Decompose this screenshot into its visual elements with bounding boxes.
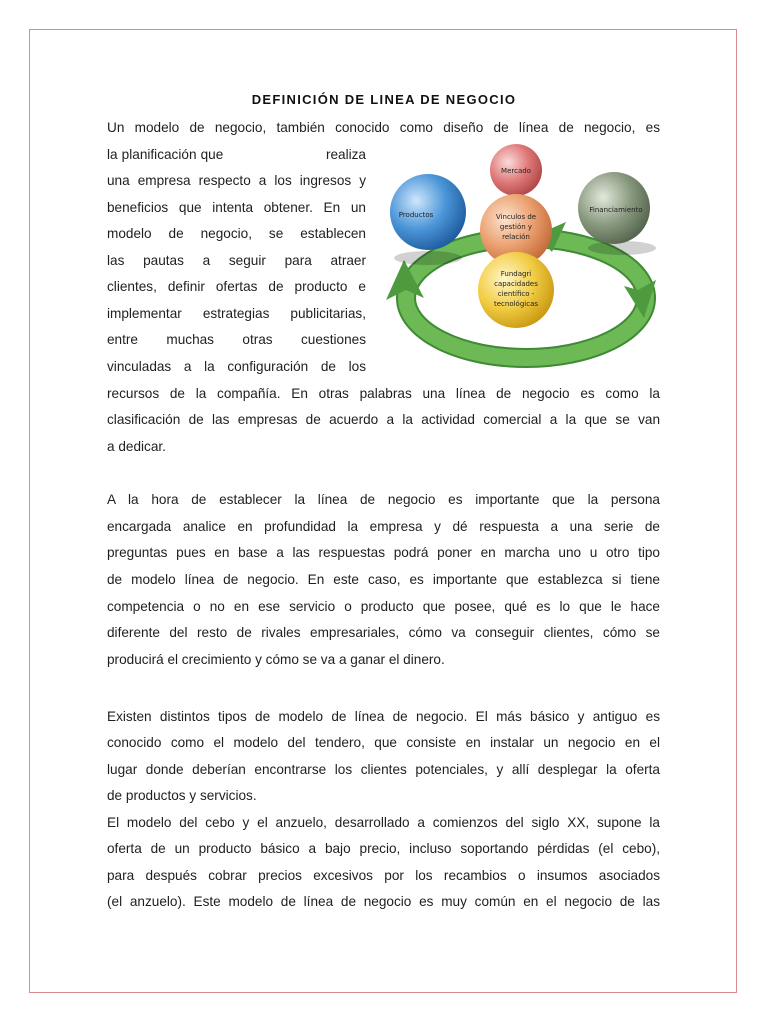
- fundagri-label-3: científico -: [497, 290, 535, 298]
- text-line: clientes, definir ofertas de producto e: [107, 279, 366, 294]
- text-line: clasificación de las empresas de acuerdo a la actividad comercial a la que se van: [107, 412, 660, 427]
- text-line: la planificación que realiza: [107, 147, 366, 162]
- text-line: conocido como el modelo del tendero, que consiste en instalar un negocio en el: [107, 735, 660, 750]
- text-line: A la hora de establecer la línea de negocio es importante que la persona: [107, 492, 660, 507]
- vinculos-label-3: relación: [502, 233, 530, 241]
- fundagri-label-1: Fundagri: [500, 270, 532, 278]
- text-line: preguntas pues en base a las respuestas podrá poner en marcha uno u otro tipo: [107, 545, 660, 560]
- fundagri-label-4: tecnológicas: [493, 300, 539, 308]
- text-line: a dedicar.: [107, 439, 166, 454]
- financiamiento-label: Financiamiento: [589, 206, 643, 214]
- text-line: encargada analice en profundidad la empresa y dé respuesta a una serie de: [107, 519, 660, 534]
- text-line: oferta de un producto básico a bajo precio, incluso soportando pérdidas (el cebo),: [107, 841, 660, 856]
- document-title: DEFINICIÓN DE LINEA DE NEGOCIO: [251, 92, 517, 107]
- text-line: una empresa respecto a los ingresos y: [107, 173, 366, 188]
- text-line: de productos y servicios.: [107, 788, 257, 803]
- text-line: entre muchas otras cuestiones: [107, 332, 366, 347]
- vinculos-label-1: Vinculos de: [495, 213, 537, 221]
- text-line: vinculadas a la configuración de los: [107, 359, 366, 374]
- fundagri-label-2: capacidades: [494, 280, 538, 288]
- text-line: recursos de la compañía. En otras palabras una línea de negocio es como la: [107, 386, 660, 401]
- text-line: modelo de negocio, se establecen: [107, 226, 366, 241]
- text-line: Existen distintos tipos de modelo de línea de negocio. El más básico y antiguo es: [107, 709, 660, 724]
- text-line: (el anzuelo). Este modelo de línea de negocio es muy común en el negocio de las: [107, 894, 660, 909]
- text-line: de modelo línea de negocio. En este caso, es importante que establezca si tiene: [107, 572, 660, 587]
- mercado-label: Mercado: [501, 167, 531, 175]
- text-line: lugar donde deberían encontrarse los clientes potenciales, y allí desplegar la oferta: [107, 762, 660, 777]
- productos-label: Productos: [398, 211, 434, 219]
- text-line: producirá el crecimiento y cómo se va a ganar el dinero.: [107, 652, 445, 667]
- text-line: para después cobrar precios excesivos por los recambios o insumos asociados: [107, 868, 660, 883]
- text-line: implementar estrategias publicitarias,: [107, 306, 366, 321]
- vinculos-label-2: gestión y: [499, 223, 533, 231]
- text-line: competencia o no en ese servicio o producto que posee, qué es lo que le hace: [107, 599, 660, 614]
- text-line: El modelo del cebo y el anzuelo, desarrollado a comienzos del siglo XX, supone la: [107, 815, 660, 830]
- text-line: Un modelo de negocio, también conocido como diseño de línea de negocio, es: [107, 120, 660, 135]
- text-line: las pautas a seguir para atraer: [107, 253, 366, 268]
- business-model-diagram: [376, 140, 664, 378]
- text-line: beneficios que intenta obtener. En un: [107, 200, 366, 215]
- text-line: diferente del resto de rivales empresariales, cómo va conseguir clientes, cómo se: [107, 625, 660, 640]
